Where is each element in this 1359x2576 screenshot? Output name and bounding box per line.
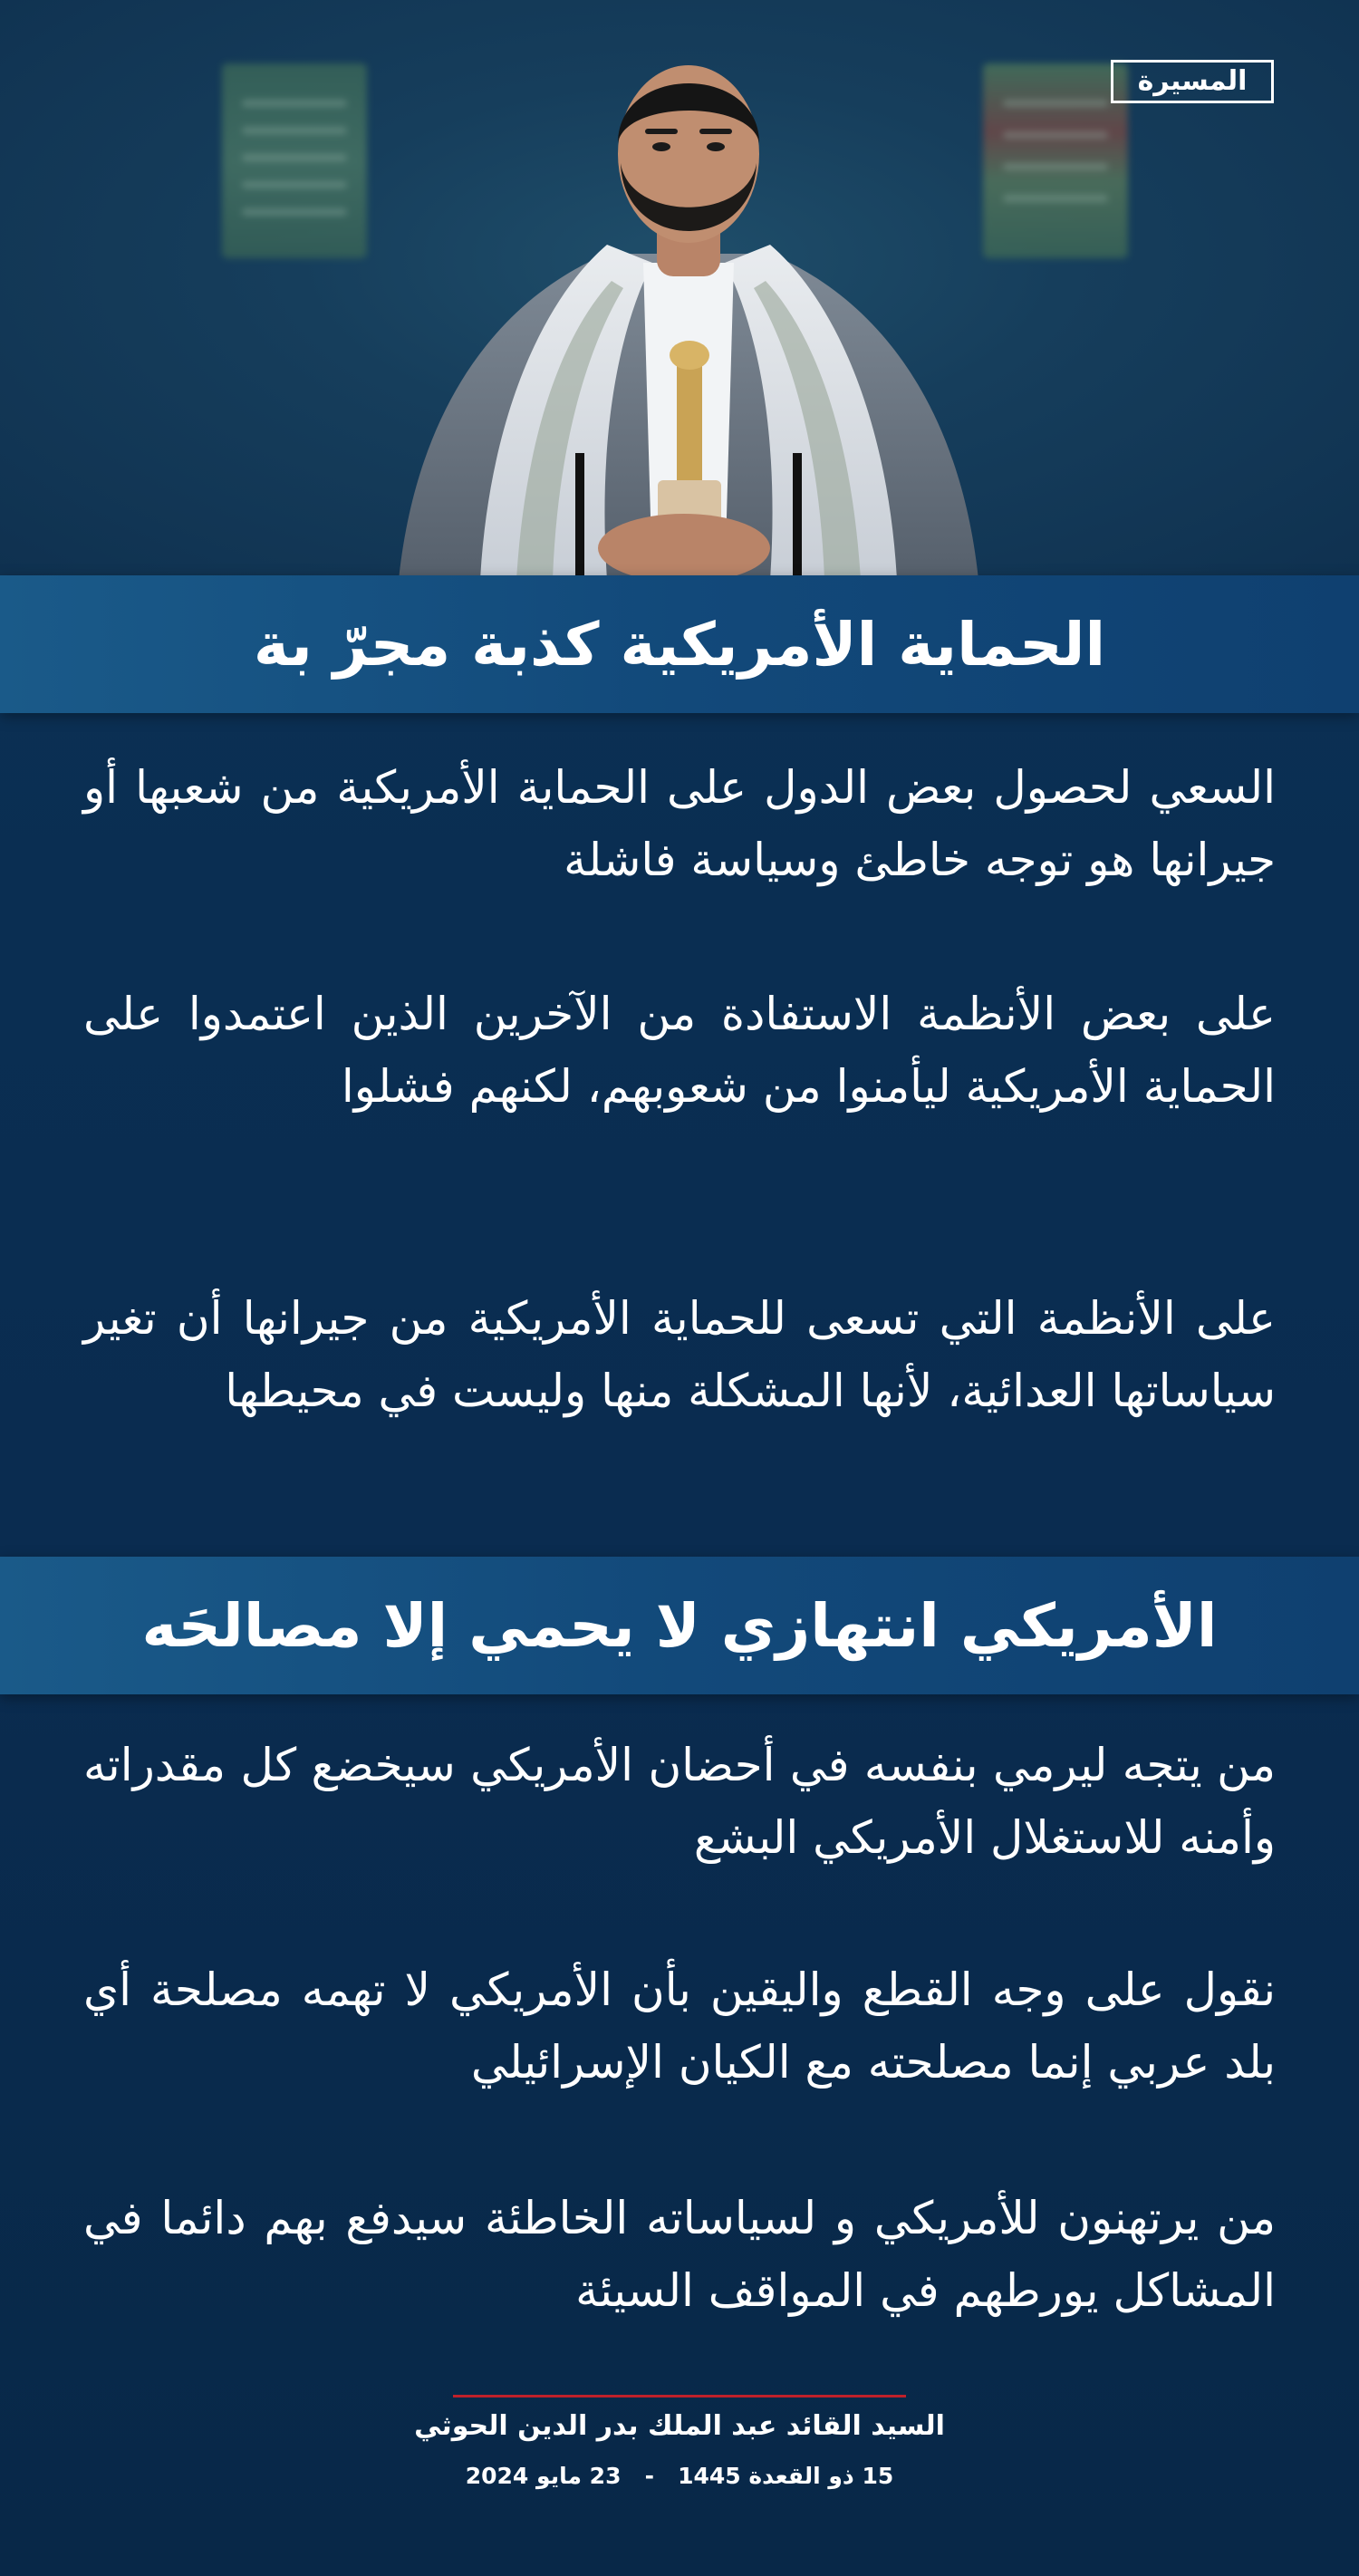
background-banner-right — [983, 63, 1128, 258]
speaker-attribution: السيد القائد عبد الملك بدر الدين الحوثي — [414, 2410, 945, 2442]
section2-heading-bar — [0, 1557, 1359, 1694]
date-gregorian: 23 مايو 2024 — [465, 2463, 622, 2489]
section2-heading: الأمريكي انتهازي لا يحمي إلا مصالحَه — [141, 1590, 1218, 1661]
quote-paragraph: من يرتهنون للأمريكي و لسياساته الخاطئة سيدفع بهم دائما في المشاكل يورطهم في المواقف السيئة — [83, 2192, 1276, 2317]
date-line — [272, 2463, 1087, 2489]
date-separator: - — [644, 2463, 654, 2489]
date-hijri: 15 ذو القعدة 1445 — [678, 2463, 894, 2489]
quote-paragraph: على الأنظمة التي تسعى للحماية الأمريكية من جيرانها أن تغير سياساتها العدائية، لأنها المشكلة منها وليست في محيطها — [83, 1292, 1276, 1417]
background-banner-left — [222, 63, 367, 258]
footer-divider — [453, 2395, 906, 2398]
quote-paragraph: السعي لحصول بعض الدول على الحماية الأمريكية من شعبها أو جيرانها هو توجه خاطئ وسياسة فاشلة — [83, 761, 1276, 886]
quote-paragraph: من يتجه ليرمي بنفسه في أحضان الأمريكي سيخضع كل مقدراته وأمنه للاستغلال الأمريكي البشع — [83, 1739, 1276, 1864]
quote-paragraph: نقول على وجه القطع واليقين بأن الأمريكي لا تهمه مصلحة أي بلد عربي إنما مصلحته مع الكيان الإسرائيلي — [83, 1963, 1276, 2089]
speaker-portrait — [381, 27, 997, 575]
section1-heading: الحماية الأمريكية كذبة مجرّ بة — [253, 609, 1106, 680]
quote-paragraph: على بعض الأنظمة الاستفادة من الآخرين الذين اعتمدوا على الحماية الأمريكية ليأمنوا من شعوبهم، لكنهم فشلوا — [83, 988, 1276, 1113]
hero-photo — [0, 0, 1359, 575]
section1-heading-bar — [0, 575, 1359, 713]
channel-logo: المسيرة — [1111, 60, 1274, 103]
